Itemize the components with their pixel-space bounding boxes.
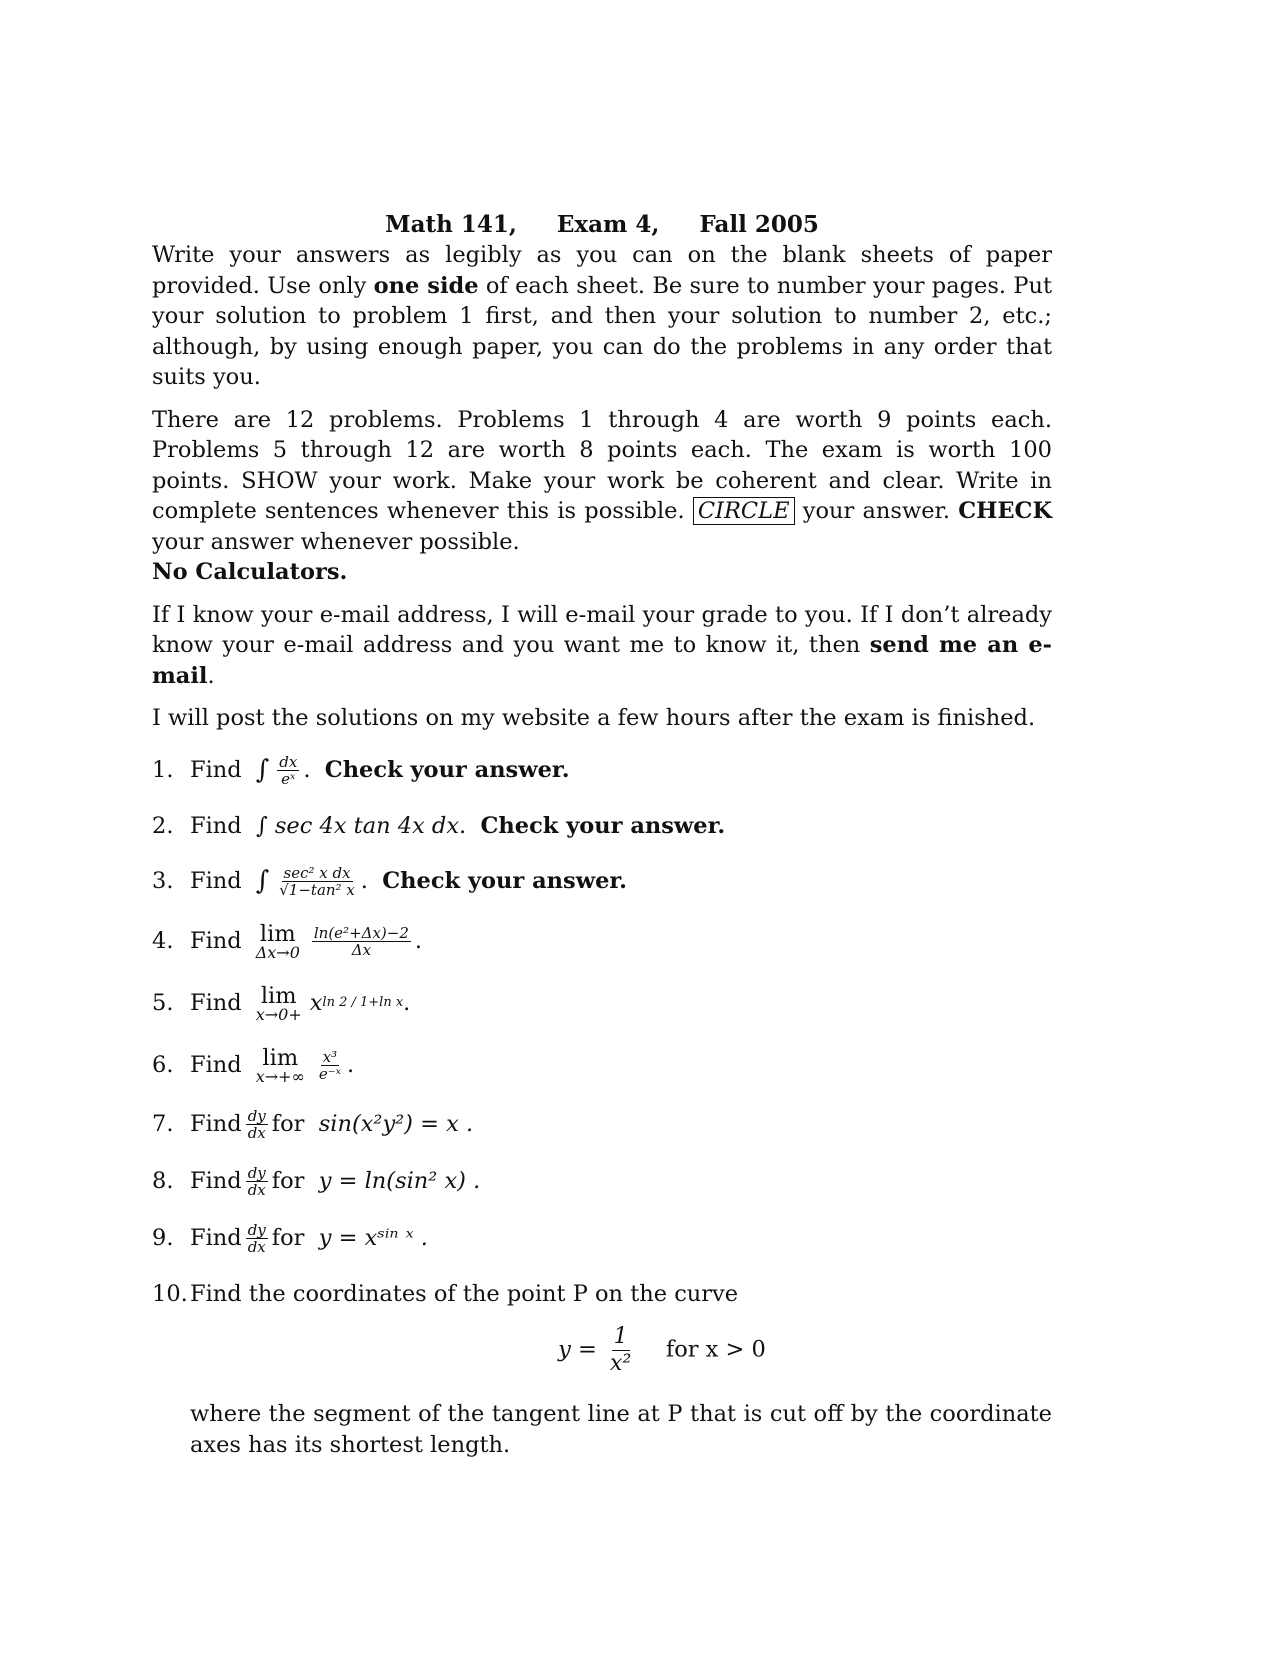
find-word: Find: [190, 812, 242, 839]
denominator: eˣ: [281, 769, 296, 788]
numerator: dy: [247, 1107, 266, 1125]
period: .: [414, 927, 423, 954]
equation-condition: for x > 0: [665, 1336, 766, 1362]
problem-2: [152, 811, 1052, 842]
fraction: [317, 1049, 343, 1082]
for-word: for: [271, 1111, 305, 1138]
text: If I know your e-mail address, I will e-mail your grade to you. If I don’t already know your e-mail address and you want me to know it, then: [152, 601, 1052, 658]
integral-sign: ∫: [255, 866, 270, 897]
text: .: [207, 662, 215, 689]
period: .: [403, 989, 411, 1016]
lim-sub: Δx→0: [255, 943, 300, 962]
numerator: 1: [613, 1323, 628, 1349]
numerator: x³: [322, 1047, 338, 1066]
find-word: Find: [190, 1111, 242, 1138]
period: .: [347, 1051, 355, 1078]
base: x: [309, 989, 323, 1016]
find-word: Find: [190, 1168, 242, 1195]
exponent: ln 2 / 1+ln x: [322, 994, 404, 1010]
limit: [256, 984, 302, 1022]
find-word: Find: [190, 927, 242, 954]
problem-8: [152, 1165, 1052, 1198]
problem-6: [152, 1046, 1052, 1084]
numerator: sec² x dx: [283, 864, 351, 882]
problem-1: [152, 754, 1052, 787]
problem-number: 5.: [152, 989, 174, 1016]
lim-word: lim: [262, 1045, 299, 1071]
equation: y = ln(sin² x) .: [318, 1168, 481, 1195]
lim-word: lim: [259, 921, 296, 947]
denominator: dx: [247, 1181, 266, 1199]
page-title: [152, 210, 1052, 240]
text: your answer.: [794, 498, 959, 524]
text: of each sheet. Be sure to number your pages. Put your solution to problem 1 first, and then your solution to number 2, etc.; although, by using enough paper, you can do the problems in any order that suits you.: [152, 272, 1053, 390]
problem-7: [152, 1108, 1052, 1141]
fraction: [608, 1324, 633, 1377]
emphasis: CHECK: [958, 498, 1052, 524]
term-label: Fall 2005: [699, 211, 819, 238]
check-instruction: Check your answer.: [324, 756, 570, 783]
for-word: for: [271, 1168, 305, 1195]
problem-10: [152, 1279, 1052, 1460]
problem-number: 3.: [152, 868, 174, 895]
problem-3: [152, 865, 1052, 898]
problem-number: 7.: [152, 1111, 174, 1138]
limit: [256, 922, 300, 960]
problem-number: 6.: [152, 1051, 174, 1078]
equation-lhs: y =: [558, 1336, 597, 1362]
numerator: ln(e²+Δx)−2: [313, 923, 409, 942]
problem-number: 10.: [152, 1281, 188, 1307]
derivative: [246, 1165, 268, 1198]
limit: [256, 1046, 305, 1084]
derivative: [246, 1222, 268, 1255]
text: Write your answers as legibly as you can on the blank sheets of paper provided. Use only: [152, 242, 1052, 299]
check-instruction: Check your answer.: [382, 868, 628, 895]
no-calculators: No Calculators.: [152, 559, 348, 585]
integral-sign: ∫: [255, 754, 270, 785]
exam-page: [152, 210, 1052, 1483]
denominator: x²: [610, 1350, 632, 1376]
numerator: dx: [279, 752, 298, 771]
find-word: Find: [190, 989, 242, 1016]
period: .: [360, 868, 368, 895]
denominator: Δx: [351, 940, 372, 959]
problem-number: 1.: [152, 756, 174, 783]
derivative: [246, 1108, 268, 1141]
find-word: Find: [190, 868, 242, 895]
equation: y = xˢⁱⁿ ˣ .: [318, 1225, 428, 1252]
display-equation: [272, 1324, 1052, 1377]
numerator: dy: [247, 1221, 266, 1239]
find-word: Find: [190, 756, 242, 783]
boxed-word: CIRCLE: [693, 497, 795, 525]
emphasis: send me an e-mail: [152, 632, 1052, 689]
lim-sub: x→0+: [255, 1005, 302, 1024]
exam-label: Exam 4,: [556, 211, 660, 238]
numerator: dy: [247, 1164, 266, 1182]
equation: sin(x²y²) = x .: [318, 1111, 474, 1138]
math-expression: ∫ sec 4x tan 4x dx: [256, 812, 460, 839]
denominator: e⁻ˣ: [318, 1064, 341, 1083]
fraction: [277, 754, 299, 787]
fraction: [312, 925, 411, 958]
problem-text: Find the coordinates of the point P on the curve: [190, 1281, 739, 1307]
problem-number: 2.: [152, 812, 174, 839]
period: .: [303, 756, 311, 783]
find-word: Find: [190, 1225, 242, 1252]
denominator: dx: [247, 1238, 266, 1256]
problem-text-continued: where the segment of the tangent line at P that is cut off by the coordinate axes has its shortest length.: [190, 1401, 1052, 1458]
instructions-paragraph-2: [152, 405, 1052, 588]
check-instruction: Check your answer.: [480, 812, 726, 839]
course-label: Math 141,: [385, 211, 517, 238]
find-word: Find: [190, 1051, 242, 1078]
problem-9: [152, 1222, 1052, 1255]
lim-sub: x→+∞: [255, 1067, 305, 1086]
lim-word: lim: [260, 983, 297, 1009]
denominator: √1−tan² x: [279, 881, 355, 899]
period: .: [459, 812, 467, 839]
emphasis: one side: [373, 272, 479, 299]
problem-5: [152, 984, 1052, 1022]
fraction: [277, 865, 357, 898]
denominator: dx: [247, 1124, 266, 1142]
problem-4: [152, 922, 1052, 960]
instructions-paragraph-1: [152, 240, 1052, 393]
for-word: for: [271, 1225, 305, 1252]
text: There are 12 problems. Problems 1 through 4 are worth 9 points each. Problems 5 through 12 are worth 8 points each. The exam is worth 100 points. SHOW your work. Make your work be coherent and clear. Write in complete sentences whenever this is possible.: [152, 406, 1052, 524]
problem-number: 8.: [152, 1168, 174, 1195]
instructions-paragraph-3: [152, 600, 1052, 692]
problem-number: 4.: [152, 927, 174, 954]
instructions-paragraph-4: I will post the solutions on my website a few hours after the exam is finished.: [152, 705, 1036, 731]
text: your answer whenever possible.: [152, 528, 520, 555]
problem-number: 9.: [152, 1225, 174, 1252]
problem-list: [152, 754, 1052, 1461]
